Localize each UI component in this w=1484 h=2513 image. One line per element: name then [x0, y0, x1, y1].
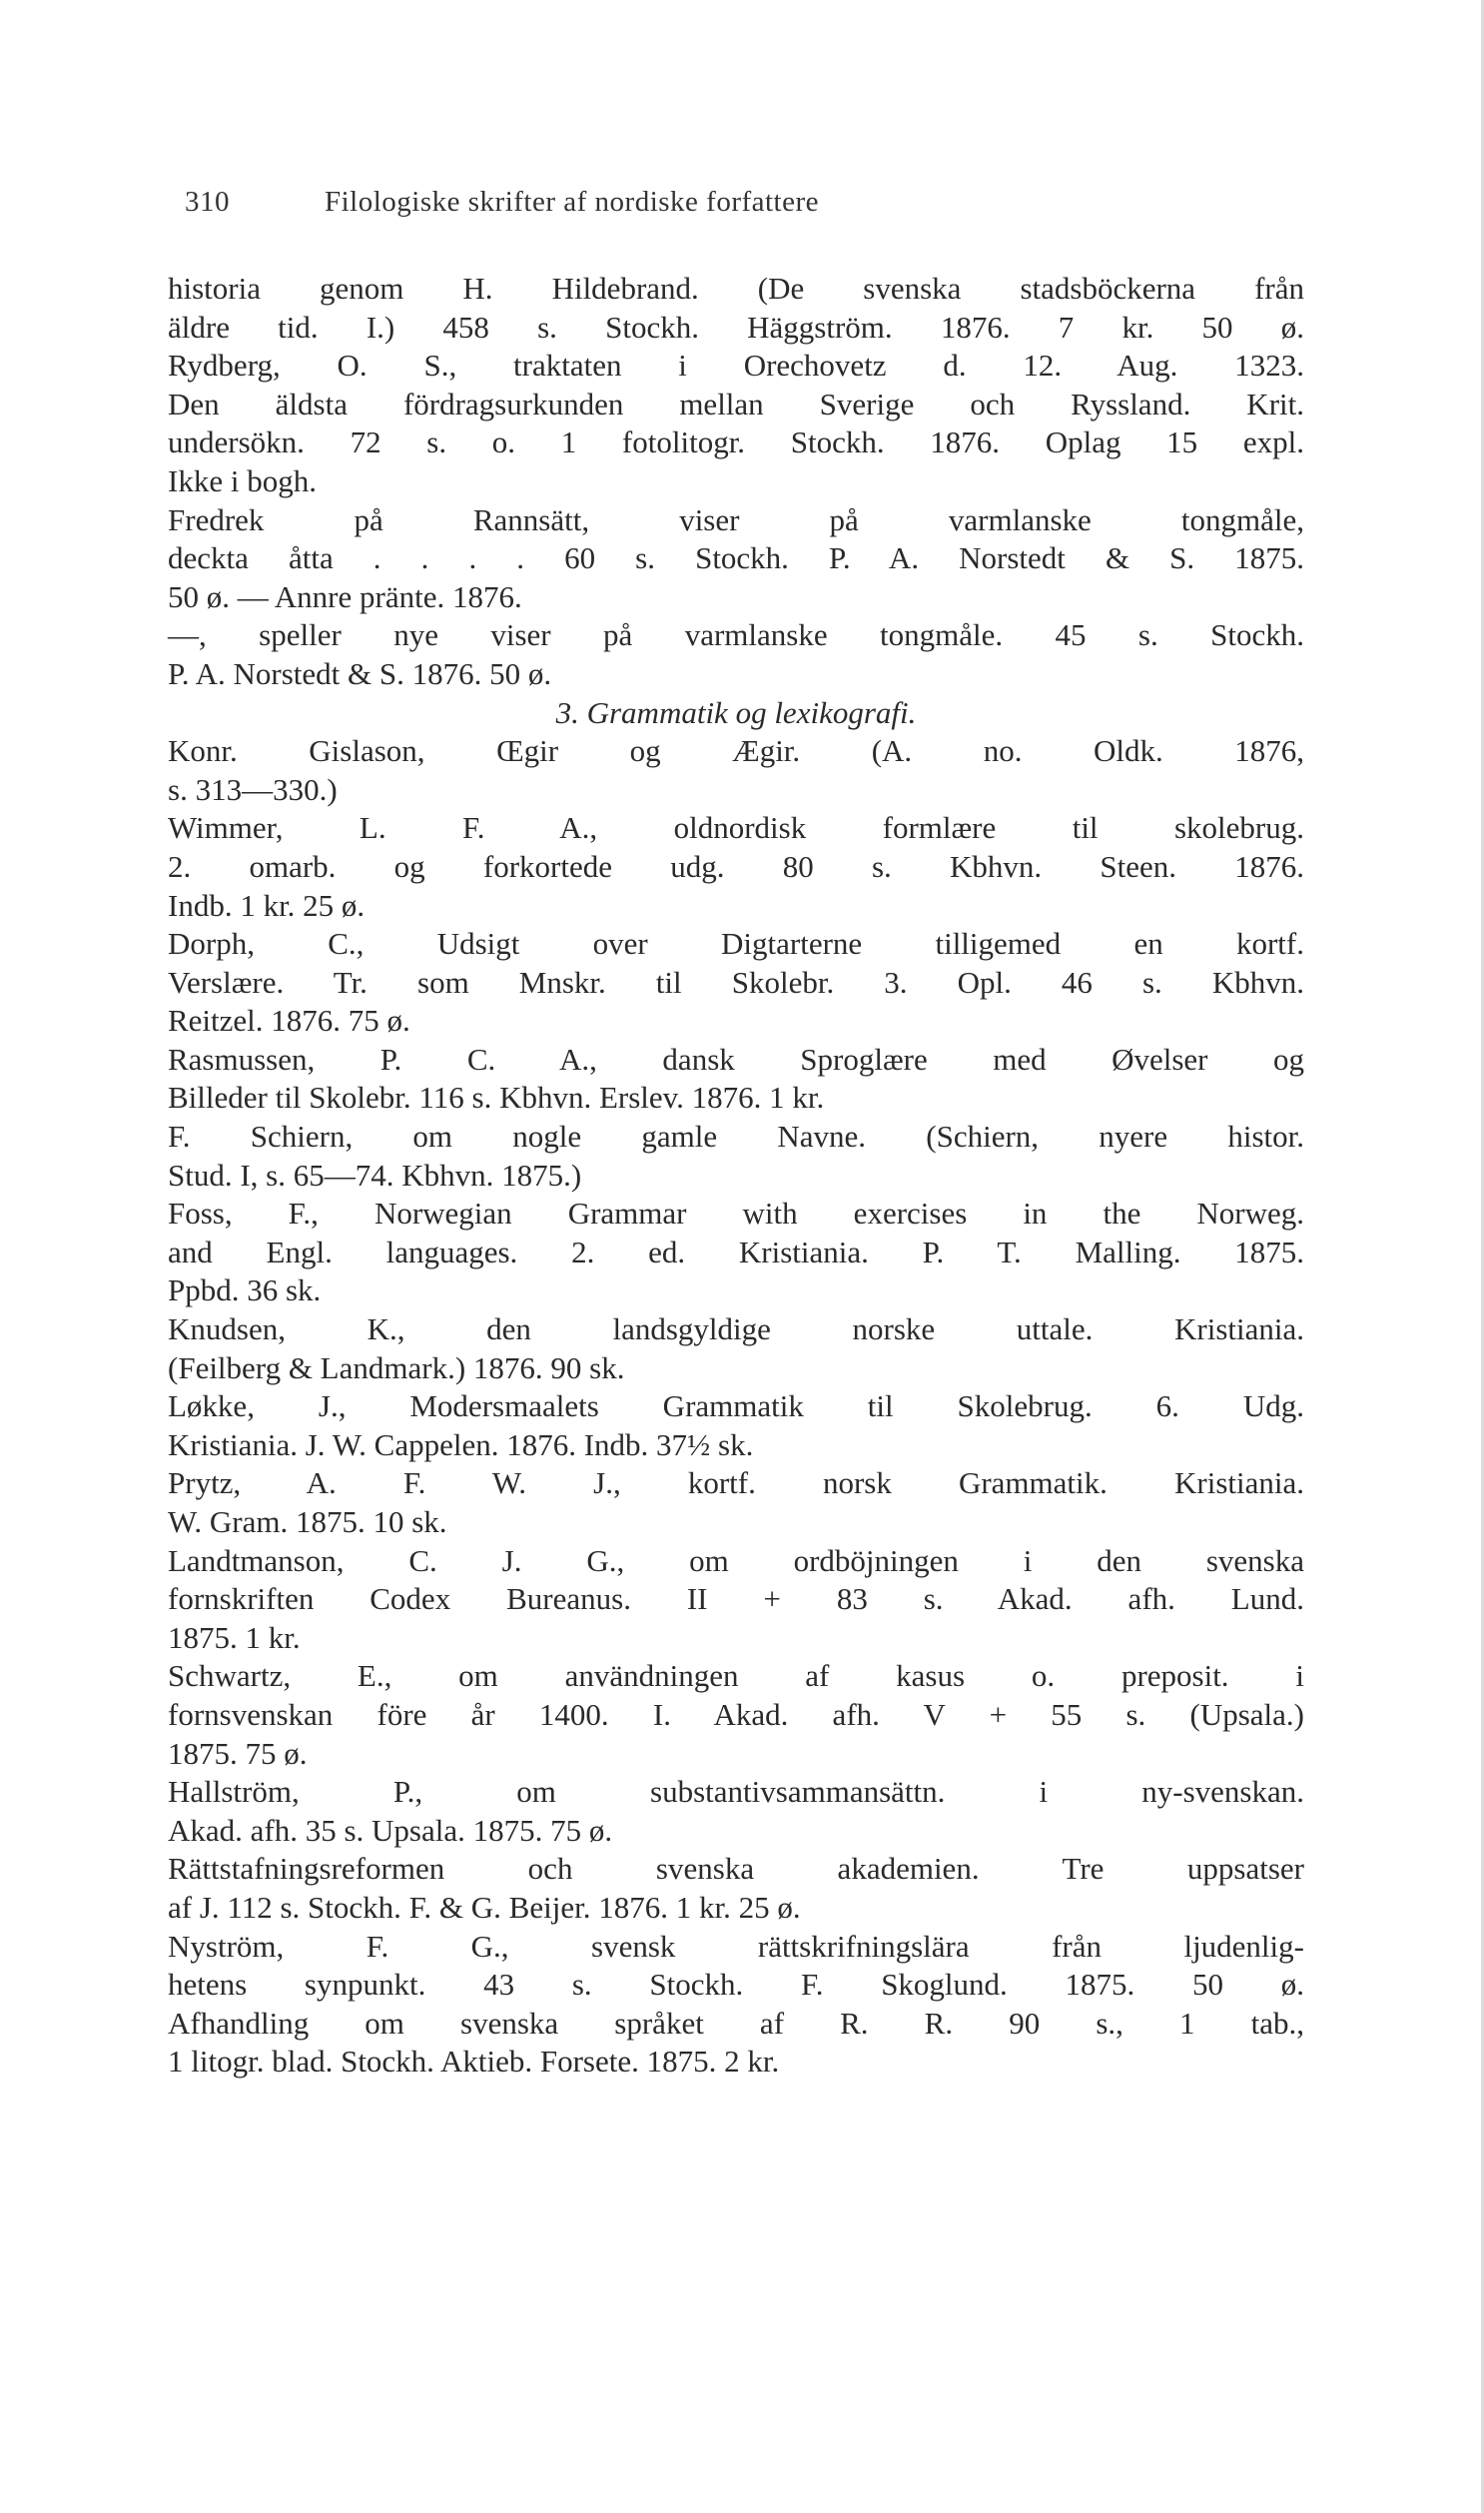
text-line: Hallström, P., om substantivsammansättn. i ny-svenskan. [168, 1774, 1304, 1810]
text-line: 1875. 1 kr. [168, 1619, 301, 1655]
text-line: fornskriften Codex Bureanus. II + 83 s. Akad. afh. Lund. [168, 1581, 1304, 1617]
text-line: (Feilberg & Landmark.) 1876. 90 sk. [168, 1349, 625, 1385]
text-line: Konr. Gislason, Œgir og Ægir. (A. no. Oldk. 1876, [168, 733, 1304, 769]
text-line: Rydberg, O. S., traktaten i Orechovetz d. 12. Aug. 1323. [168, 348, 1304, 384]
text-line: fornsvenskan före år 1400. I. Akad. afh. V + 55 s. (Upsala.) [168, 1696, 1304, 1732]
text-line: Akad. afh. 35 s. Upsala. 1875. 75 ø. [168, 1812, 613, 1848]
text-line: Foss, F., Norwegian Grammar with exercises in the Norweg. [168, 1196, 1304, 1232]
bibliography-text [168, 270, 1304, 2082]
text-line: 1875. 75 ø. [168, 1735, 308, 1771]
text-line: W. Gram. 1875. 10 sk. [168, 1504, 447, 1539]
text-line: deckta åtta . . . . 60 s. Stockh. P. A. Norstedt & S. 1875. [168, 540, 1304, 576]
text-line: —, speller nye viser på varmlanske tongmåle. 45 s. Stockh. [168, 617, 1304, 653]
text-line: af J. 112 s. Stockh. F. & G. Beijer. 1876. 1 kr. 25 ø. [168, 1889, 801, 1925]
text-line: Landtmanson, C. J. G., om ordböjningen i den svenska [168, 1542, 1304, 1578]
text-line: Knudsen, K., den landsgyldige norske uttale. Kristiania. [168, 1311, 1304, 1347]
text-line: s. 313—330.) [168, 771, 338, 807]
text-line: Den äldsta fördragsurkunden mellan Sverige och Ryssland. Krit. [168, 386, 1304, 421]
text-line: Indb. 1 kr. 25 ø. [168, 887, 366, 923]
text-line: Verslære. Tr. som Mnskr. til Skolebr. 3. Opl. 46 s. Kbhvn. [168, 964, 1304, 1000]
text-line: Løkke, J., Modersmaalets Grammatik til Skolebrug. 6. Udg. [168, 1388, 1304, 1424]
section-heading: 3. Grammatik og lexikografi. [555, 694, 917, 730]
text-line: F. Schiern, om nogle gamle Navne. (Schiern, nyere histor. [168, 1119, 1304, 1155]
running-header [185, 186, 1323, 219]
text-line: Afhandling om svenska språket af R. R. 90 s., 1 tab., [168, 2005, 1304, 2041]
text-line: Stud. I, s. 65—74. Kbhvn. 1875.) [168, 1157, 582, 1193]
page-number: 310 [185, 186, 230, 218]
text-line: Prytz, A. F. W. J., kortf. norsk Grammatik. Kristiania. [168, 1465, 1304, 1501]
text-line: äldre tid. I.) 458 s. Stockh. Häggström. 1876. 7 kr. 50 ø. [168, 309, 1304, 345]
running-title: Filologiske skrifter af nordiske forfattere [325, 186, 820, 218]
text-line: 2. omarb. og forkortede udg. 80 s. Kbhvn. Steen. 1876. [168, 848, 1304, 884]
text-line: Billeder til Skolebr. 116 s. Kbhvn. Erslev. 1876. 1 kr. [168, 1080, 825, 1116]
text-line: and Engl. languages. 2. ed. Kristiania. P. T. Malling. 1875. [168, 1234, 1304, 1269]
text-line: Rasmussen, P. C. A., dansk Sproglære med Øvelser og [168, 1041, 1304, 1077]
text-line: Ppbd. 36 sk. [168, 1272, 322, 1308]
text-line: P. A. Norstedt & S. 1876. 50 ø. [168, 655, 552, 691]
text-line: undersökn. 72 s. o. 1 fotolitogr. Stockh. 1876. Oplag 15 expl. [168, 424, 1304, 460]
text-line: Wimmer, L. F. A., oldnordisk formlære til skolebrug. [168, 810, 1304, 846]
text-line: Schwartz, E., om användningen af kasus o. preposit. i [168, 1658, 1304, 1694]
text-line: 1 litogr. blad. Stockh. Aktieb. Forsete. 1875. 2 kr. [168, 2044, 780, 2080]
text-line: historia genom H. Hildebrand. (De svenska stadsböckerna från [168, 271, 1304, 306]
text-line: Nyström, F. G., svensk rättskrifningslära från ljudenlig- [168, 1928, 1304, 1964]
text-line: Rättstafningsreformen och svenska akademien. Tre uppsatser [168, 1851, 1304, 1887]
text-line: Kristiania. J. W. Cappelen. 1876. Indb. 37½ sk. [168, 1426, 754, 1462]
text-line: 50 ø. — Annre pränte. 1876. [168, 578, 522, 614]
text-line: Reitzel. 1876. 75 ø. [168, 1003, 410, 1039]
text-line: Dorph, C., Udsigt over Digtarterne tilligemed en kortf. [168, 926, 1304, 962]
text-line: Fredrek på Rannsätt, viser på varmlanske tongmåle, [168, 501, 1304, 537]
text-line: Ikke i bogh. [168, 462, 317, 498]
text-line: hetens synpunkt. 43 s. Stockh. F. Skoglund. 1875. 50 ø. [168, 1967, 1304, 2003]
